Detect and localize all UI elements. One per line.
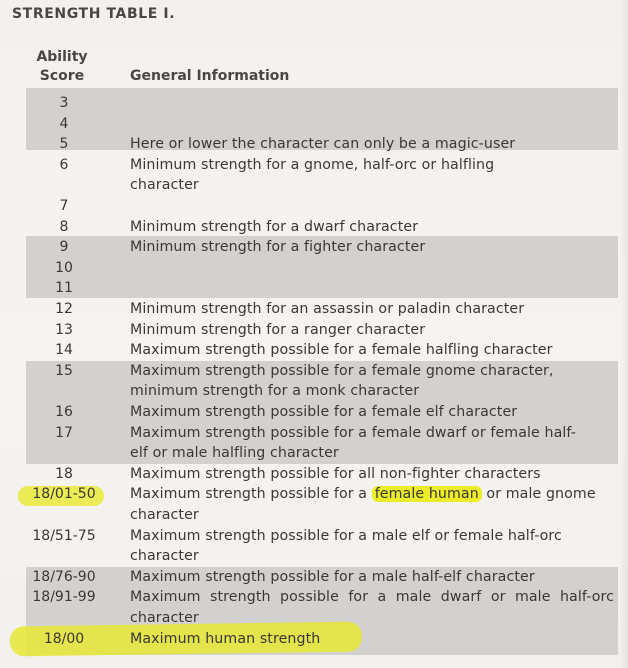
score-cell: 12 [55,301,73,317]
info-cell: Maximum strength possible for a male elf or female half-orc character [130,527,562,565]
info-cell: Here or lower the character can only be a magic-user [130,136,516,153]
general-information-header: General Information [130,68,290,84]
info-cell: Maximum strength possible for a male dwarf or male half-orc character [130,589,614,626]
score-cell: 13 [55,321,73,338]
score-cell: 18/00 [43,630,85,647]
score-cell: 18 [55,465,73,482]
score-cell: 18/01-50 [32,486,96,503]
score-cell: 10 [55,259,73,276]
info-cell: Maximum strength possible for all non-fighter characters [130,465,541,482]
info-cell: Maximum strength possible for a female halfling character [130,342,553,359]
info-cell: Maximum strength possible for a male half-elf character [130,568,535,585]
score-cell: 15 [55,362,73,379]
score-cell: 4 [59,115,69,132]
score-cell: 17 [55,424,73,441]
highlighted-text: female human [372,486,482,502]
score-cell: 5 [59,136,69,153]
score-cell: 14 [55,342,73,359]
score-cell: 18/91-99 [32,589,96,606]
ability-score-header [30,48,94,86]
info-cell: Minimum strength for a dwarf character [130,218,419,235]
ability-header-line2: Score [39,68,85,84]
ability-header-line1: Ability [36,49,88,65]
info-cell: Minimum strength for a fighter character [130,239,426,256]
info-cell: Maximum strength possible for a female gnome character, minimum strength for a monk character [130,362,554,400]
info-cell: Minimum strength for a ranger character [130,321,426,338]
table-title: STRENGTH TABLE I. [12,6,176,22]
score-cell: 18/51-75 [32,527,96,544]
score-cell: 6 [59,156,69,173]
score-cell: 16 [55,404,73,420]
score-cell: 18/76-90 [32,568,96,585]
score-cell: 9 [59,239,69,256]
info-cell: Maximum strength possible for a female dwarf or female half-elf or male halfling character [130,424,576,462]
info-cell: Maximum strength possible for a female elf character [130,404,518,420]
score-cell: 7 [59,198,69,214]
score-cell: 3 [59,95,69,111]
info-text-post: or male gnome character [130,486,596,523]
info-cell: Minimum strength for an assassin or paladin character [130,301,525,317]
scan-edge-shadow [620,0,628,668]
info-cell: Minimum strength for a gnome, half-orc or halfling character [130,156,495,194]
info-cell: Maximum human strength [130,630,321,647]
score-cell: 8 [59,218,69,235]
score-cell: 11 [55,280,73,297]
info-cell [130,484,600,525]
info-text-pre: Maximum strength possible for a [130,486,372,503]
